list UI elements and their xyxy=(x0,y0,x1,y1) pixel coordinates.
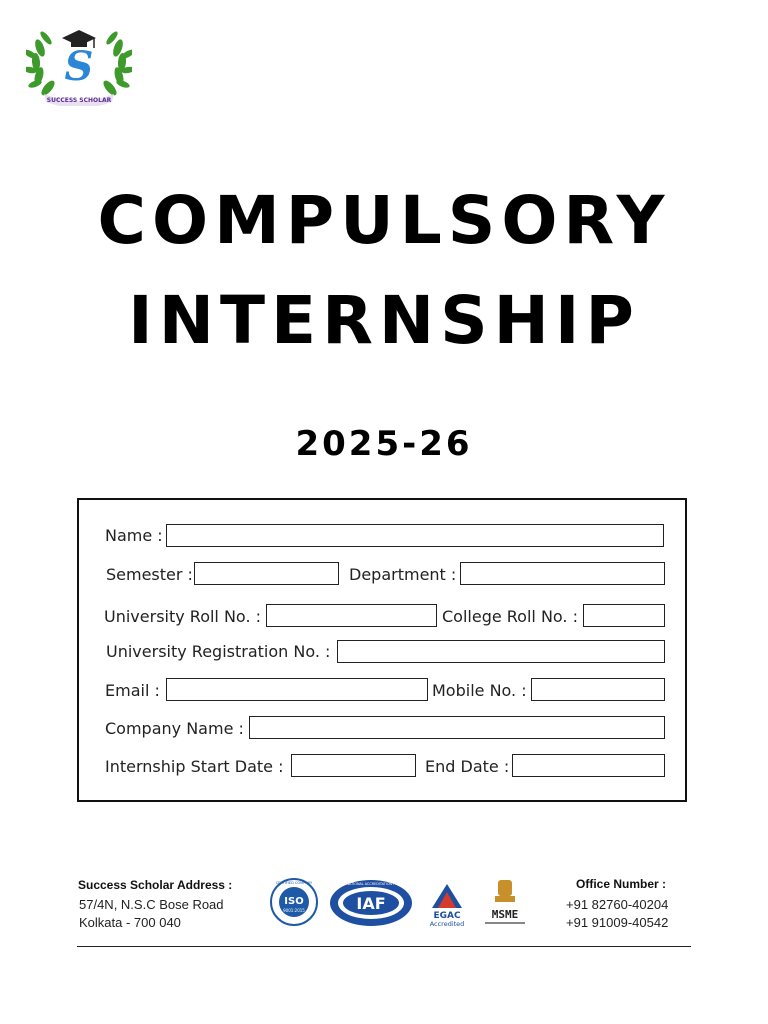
mobile-label: Mobile No. : xyxy=(432,681,527,700)
iaf-text: IAF xyxy=(356,894,386,913)
egac-accreditation-badge xyxy=(424,878,470,933)
office-phone-1: +91 82760-40204 xyxy=(566,897,669,912)
address-line-1: 57/4N, N.S.C Bose Road xyxy=(79,897,224,912)
msme-text: MSME xyxy=(491,908,519,921)
office-phone-2: +91 91009-40542 xyxy=(566,915,669,930)
internship-start-date-field[interactable] xyxy=(291,754,416,777)
name-label: Name : xyxy=(105,526,163,545)
internship-start-date-label: Internship Start Date : xyxy=(105,757,284,776)
email-field[interactable] xyxy=(166,678,428,701)
department-field[interactable] xyxy=(460,562,665,585)
college-roll-field[interactable] xyxy=(583,604,665,627)
university-registration-field[interactable] xyxy=(337,640,665,663)
address-line-2: Kolkata - 700 040 xyxy=(79,915,181,930)
email-label: Email : xyxy=(105,681,160,700)
semester-label: Semester : xyxy=(106,565,193,584)
logo-text: SUCCESS SCHOLAR xyxy=(46,97,112,104)
company-name-field[interactable] xyxy=(249,716,665,739)
mobile-field[interactable] xyxy=(531,678,665,701)
egac-text: EGAC xyxy=(433,911,461,921)
department-label: Department : xyxy=(349,565,457,584)
iaf-ring-text: INTERNATIONAL ACCREDITATION FORUM xyxy=(336,882,406,886)
academic-year: 2025-26 xyxy=(295,424,473,464)
address-title: Success Scholar Address : xyxy=(78,878,233,892)
college-roll-label: College Roll No. : xyxy=(442,607,578,626)
title-line-1: COMPULSORY xyxy=(97,182,671,259)
end-date-label: End Date : xyxy=(425,757,510,776)
iaf-accreditation-badge xyxy=(328,878,414,933)
iso-sub: 9001:2015 xyxy=(283,908,305,913)
semester-field[interactable] xyxy=(194,562,339,585)
university-roll-label: University Roll No. : xyxy=(104,607,261,626)
success-scholar-logo xyxy=(26,18,132,106)
university-roll-field[interactable] xyxy=(266,604,437,627)
name-field[interactable] xyxy=(166,524,664,547)
egac-sub: Accredited xyxy=(429,920,465,928)
university-registration-label: University Registration No. : xyxy=(106,642,331,661)
footer-divider xyxy=(77,946,691,947)
iso-certification-badge xyxy=(268,877,320,932)
company-name-label: Company Name : xyxy=(105,719,244,738)
msme-badge xyxy=(479,876,531,935)
title-line-2: INTERNSHIP xyxy=(128,282,640,359)
end-date-field[interactable] xyxy=(512,754,665,777)
iso-ring-text: CERTIFIED COMPANY xyxy=(275,881,313,885)
iso-text: ISO xyxy=(284,896,304,907)
logo-letter: S xyxy=(64,43,94,90)
office-number-title: Office Number : xyxy=(576,877,667,891)
